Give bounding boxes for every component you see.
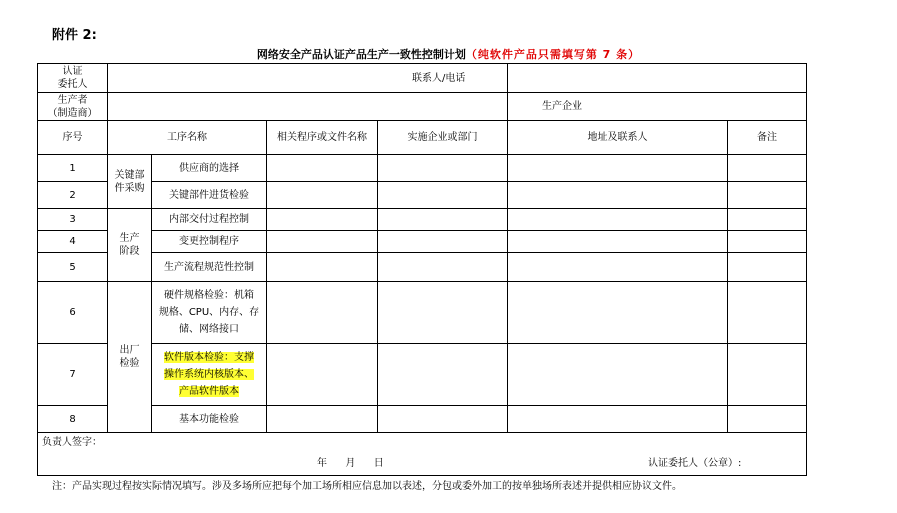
date-label: 年 月 日 [317, 458, 384, 469]
row-name: 硬件规格检验：机箱 规格、CPU、内存、存 储、网络接口 [152, 282, 267, 344]
group-production: 生产 阶段 [108, 209, 152, 282]
row-no: 1 [38, 155, 108, 182]
row-no: 2 [38, 182, 108, 209]
manufacturer-value[interactable] [108, 93, 582, 121]
table-row [38, 253, 807, 282]
title-note: （纯软件产品只需填写第 7 条） [465, 48, 641, 61]
table-row [38, 209, 807, 231]
footnote: 注：产品实现过程按实际情况填写。涉及多场所应把每个加工场所相应信息加以表述，分包或委外加工的按单独场所表述并提供相应协议文件。 [52, 481, 682, 492]
row-no: 5 [38, 253, 108, 282]
col-docs: 相关程序或文件名称 [267, 121, 378, 155]
production-company-label: 生产企业 [542, 101, 582, 112]
row-name: 生产流程规范性控制 [152, 253, 267, 282]
table-row [38, 344, 807, 406]
document-title [0, 46, 897, 62]
signature-cell[interactable] [38, 433, 807, 476]
row-no: 3 [38, 209, 108, 231]
contact-label: 联系人/电话 [412, 73, 466, 84]
table-row [38, 406, 807, 433]
title-text: 网络安全产品认证产品生产一致性控制计划 [256, 48, 466, 61]
row-no: 6 [38, 282, 108, 344]
col-seq: 序号 [38, 121, 108, 155]
manufacturer-label: 生产者 （制造商） [38, 93, 108, 121]
row-name: 供应商的选择 [152, 155, 267, 182]
responsible-signature-label: 负责人签字： [42, 437, 102, 448]
group-procurement: 关键部 件采购 [108, 155, 152, 209]
manufacturer-row [38, 93, 807, 121]
row-name: 变更控制程序 [152, 231, 267, 253]
row-no: 4 [38, 231, 108, 253]
row-name: 关键部件进货检验 [152, 182, 267, 209]
highlighted-text: 软件版本检验：支撑 操作系统内核版本、 产品软件版本 [164, 352, 254, 397]
col-company: 实施企业或部门 [378, 121, 508, 155]
attachment-label: 附件 2: [52, 28, 97, 43]
col-remarks: 备注 [728, 121, 807, 155]
column-header-row [38, 121, 807, 155]
client-label: 认证 委托人 [38, 64, 108, 93]
col-process: 工序名称 [108, 121, 267, 155]
client-row [38, 64, 807, 93]
group-inspection: 出厂 检验 [108, 282, 152, 433]
row-name: 内部交付过程控制 [152, 209, 267, 231]
row-name: 基本功能检验 [152, 406, 267, 433]
contact-cell [412, 64, 807, 93]
table-row [38, 155, 807, 182]
control-plan-table [37, 63, 807, 476]
signature-row [38, 433, 807, 476]
table-row [38, 282, 807, 344]
row-no: 7 [38, 344, 108, 406]
table-row [38, 231, 807, 253]
table-row [38, 182, 807, 209]
col-address: 地址及联系人 [508, 121, 728, 155]
row-name-highlighted [152, 344, 267, 406]
row-no: 8 [38, 406, 108, 433]
client-seal-label: 认证委托人（公章）: [648, 458, 742, 469]
